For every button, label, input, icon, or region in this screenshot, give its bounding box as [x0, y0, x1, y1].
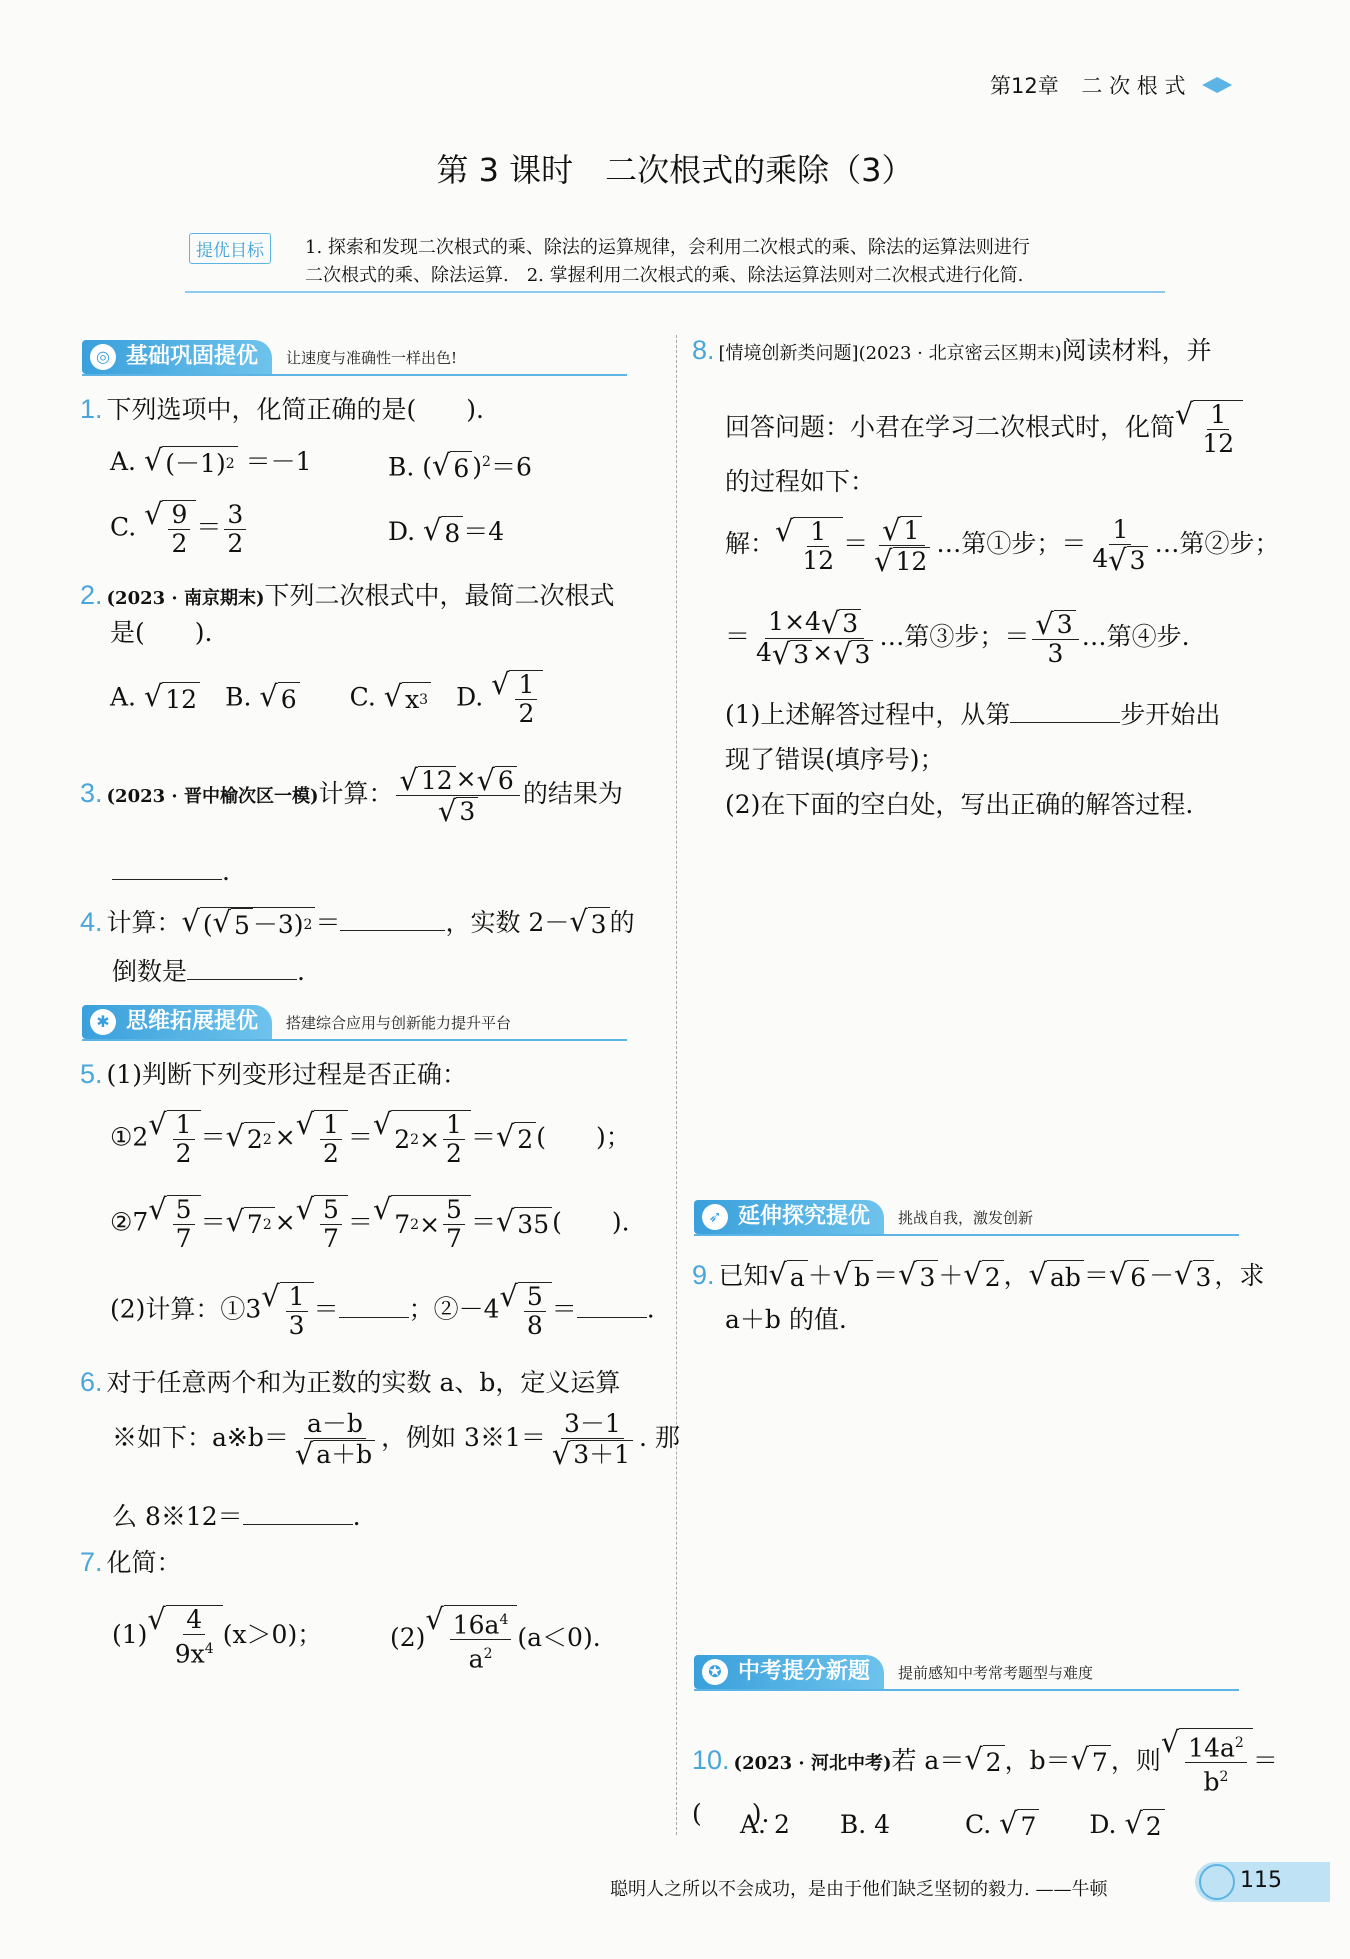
section-subtitle: 搭建综合应用与创新能力提升平台 [286, 1013, 512, 1032]
section-subtitle: 让速度与准确性一样出色! [286, 348, 458, 367]
q6-line2: ※如下：a※b＝ a－b √ a＋b ，例如 3※1＝ 3－1 √ 3＋1 . 那 [112, 1409, 680, 1471]
target-icon: ◎ [90, 344, 116, 370]
q1-option-c: C. √ $\frac{9}{2}$ ＝ $\frac{3}{2}$ [110, 500, 249, 558]
question-9: 9. 已知 √ a ＋ √ b ＝ √ 3 ＋ √ 2 ， √ ab ＝ √ 6 － √ 3 ，求 [692, 1258, 1282, 1295]
q8-part-2: (2)在下面的空白处，写出正确的解答过程. [725, 790, 1194, 819]
q8-part-1b: 现了错误(填序号)； [725, 745, 945, 774]
section-title: ✪ 中考提分新题 [694, 1655, 884, 1689]
page-title: 第 3 课时 二次根式的乘除（3） [436, 151, 914, 189]
question-10: 10. (2023 · 河北中考)若 a＝ √ 2 ，b＝ √ 7 ，则 √ $\frac{14a^2}{b^2}$ ＝( ). [692, 1725, 1278, 1828]
q3-answer-blank[interactable]: . [112, 855, 230, 889]
q7-part-2: (2) √ $\frac{16a^4}{a^2}$ (a＜0). [390, 1602, 601, 1674]
question-8: 8. [情境创新类问题](2023 · 北京密云区期末)阅读材料，并 [692, 335, 1212, 365]
q5-blank-1[interactable] [339, 1293, 409, 1318]
page-number: 115 [1240, 1868, 1282, 1893]
rocket-icon: ➶ [702, 1204, 728, 1230]
section-subtitle: 挑战自我，激发创新 [898, 1208, 1034, 1227]
q2-options: A. √ 12 B. √ 6 C. √ x 3 D. √ $\frac{1}{2}$ [110, 670, 543, 728]
column-divider [676, 335, 677, 1835]
q5-item-2: ②7 √ $\frac{5}{7}$ ＝ √ 7 2 × √ $\frac{5}{7}$ ＝ √ 7 2 × $\frac{5}{7}$ ＝ √ 35 ( ). [110, 1192, 630, 1253]
question-7: 7. 化简： [80, 1547, 182, 1577]
q8-part-1: (1)上述解答过程中，从第 步开始出 [725, 700, 1221, 729]
section-extension [694, 1200, 1239, 1236]
q5-item-1: ①2 √ $\frac{1}{2}$ ＝ √ 2 2 × √ $\frac{1}{2}$ ＝ √ 2 2 × $\frac{1}{2}$ ＝ √ 2 ( )； [110, 1107, 631, 1168]
q5-blank-2[interactable] [577, 1293, 647, 1318]
footer-quote: 聪明人之所以不会成功，是由于他们缺乏坚韧的毅力. ——牛顿 [610, 1879, 1108, 1900]
q5-part-2: (2)计算：①3 √ $\frac{1}{3}$ ＝ ；②－4 √ $\frac{5}{8}$ ＝ . [110, 1279, 655, 1340]
goal-box [185, 225, 1165, 293]
chapter-label: 第12章 [990, 74, 1059, 98]
section-exam [694, 1655, 1239, 1691]
question-3: 3. (2023 · 晋中榆次区一模)计算： √ 12 × √ 6 √ 3 的结果为 [80, 763, 623, 828]
section-title: ✱ 思维拓展提优 [82, 1005, 272, 1039]
q4-blank-1[interactable] [340, 906, 445, 931]
section-thinking [82, 1005, 627, 1041]
goal-text-2: 二次根式的乘、除法运算. 2. 掌握利用二次根式的乘、除法运算法则对二次根式进行化简. [305, 265, 1024, 286]
question-1: 1. 下列选项中，化简正确的是( ). [80, 394, 484, 424]
chapter-title: 二 次 根 式 [1081, 74, 1186, 98]
section-title: ◎ 基础巩固提优 [82, 340, 272, 374]
q1-option-a: A. √ (－1) 2 ＝－1 [110, 445, 311, 481]
goal-text-1: 1. 探索和发现二次根式的乘、除法的运算规律，会利用二次根式的乘、除法的运算法则进行 [305, 237, 1030, 258]
chapter-header [990, 70, 1232, 100]
q8-line3: 的过程如下： [725, 467, 876, 496]
spiral-icon [1199, 1864, 1235, 1900]
question-2: 2. (2023 · 南京期末)下列二次根式中，最简二次根式 是( ). [80, 580, 615, 647]
q4-blank-2[interactable] [187, 955, 297, 980]
section-basic [82, 340, 627, 376]
q4-line2: 倒数是 . [112, 957, 305, 986]
graduation-cap-icon [1202, 77, 1232, 97]
question-5: 5. (1)判断下列变形过程是否正确： [80, 1059, 467, 1089]
q10-options: A. 2 B. 4 C. √ 7 D. √ 2 [740, 1808, 1165, 1844]
goal-tag: 提优目标 [189, 233, 271, 264]
q8-solution-2: ＝ 1×4 √ 3 4 √ 3 × √ 3 …第③步；＝ √ 3 3 …第④步. [725, 606, 1190, 671]
atom-icon: ✱ [90, 1009, 116, 1035]
question-6: 6. 对于任意两个和为正数的实数 a、b，定义运算 [80, 1367, 621, 1397]
q7-part-1: (1) √ $\frac{4}{9x^4}$ (x＞0)； [112, 1602, 323, 1669]
q6-line3: 么 8※12＝ . [112, 1502, 361, 1531]
section-title: ➶ 延伸探究提优 [694, 1200, 884, 1234]
q1-option-b: B. ( √ 6 )$^2$＝6 [388, 445, 532, 486]
question-4: 4. 计算： √ ( √ 5 －3) 2 ＝ ，实数 2－ √ 3 的 [80, 905, 670, 943]
medal-icon: ✪ [702, 1659, 728, 1685]
q8-line2: 回答问题：小君在学习二次根式时，化简 √ $\frac{1}{12}$ [725, 400, 1243, 458]
q8-blank[interactable] [1010, 698, 1120, 723]
q6-blank[interactable] [243, 1500, 353, 1525]
q1-option-d: D. √ 8 ＝4 [388, 515, 504, 551]
page-number-badge [1195, 1862, 1330, 1902]
q9-line2: a＋b 的值. [725, 1305, 847, 1334]
section-subtitle: 提前感知中考常考题型与难度 [898, 1663, 1094, 1682]
q8-solution-1: 解： √ $\frac{1}{12}$ ＝ √ 1 √ 12 …第①步；＝ 1 4 √ 3 …第②步； [725, 513, 1280, 578]
